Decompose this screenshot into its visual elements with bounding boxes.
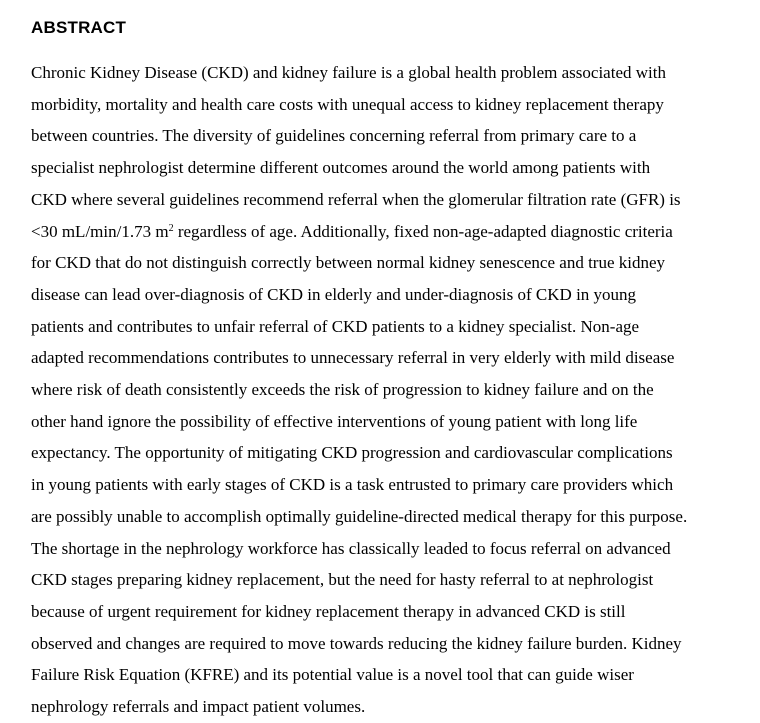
text-line: morbidity, mortality and health care costs with unequal access to kidney replacement therapy [31,94,664,114]
text-line [31,216,751,248]
text-line: Failure Risk Equation (KFRE) and its potential value is a novel tool that can guide wiser [31,665,634,685]
text-line: CKD stages preparing kidney replacement, but the need for hasty referral to at nephrologist [31,570,654,590]
text-line: Chronic Kidney Disease (CKD) and kidney failure is a global health problem associated with [31,63,666,82]
superscript: 2 [168,222,174,234]
abstract-paragraph [31,57,751,723]
text-line: where risk of death consistently exceeds the risk of progression to kidney failure and on the [31,380,654,400]
text-line: because of urgent requirement for kidney replacement therapy in advanced CKD is still [31,601,626,621]
text-line: in young patients with early stages of CKD is a task entrusted to primary care providers which [31,475,674,495]
text-segment: regardless of age. Additionally, fixed non-age-adapted diagnostic criteria [173,221,673,241]
text-line: other hand ignore the possibility of effective interventions of young patient with long life [31,411,638,431]
text-line: patients and contributes to unfair referral of CKD patients to a kidney specialist. Non-age [31,316,640,336]
text-segment: <30 mL/min/1.73 m [31,221,169,241]
text-line: The shortage in the nephrology workforce has classically leaded to focus referral on advanced [31,538,671,558]
text-line: nephrology referrals and impact patient volumes. [31,697,366,717]
text-line: specialist nephrologist determine different outcomes around the world among patients with [31,158,651,178]
text-line: for CKD that do not distinguish correctly between normal kidney senescence and true kidney [31,253,666,273]
text-line: disease can lead over-diagnosis of CKD in elderly and under-diagnosis of CKD in young [31,284,637,304]
text-line: are possibly unable to accomplish optimally guideline-directed medical therapy for this purpose. [31,506,688,526]
text-line: adapted recommendations contributes to unnecessary referral in very elderly with mild disease [31,348,675,368]
text-line: observed and changes are required to move towards reducing the kidney failure burden. Kidney [31,633,682,653]
text-line: between countries. The diversity of guidelines concerning referral from primary care to a [31,126,637,146]
text-line: expectancy. The opportunity of mitigating CKD progression and cardiovascular complications [31,443,673,463]
text-line: CKD where several guidelines recommend referral when the glomerular filtration rate (GFR) is [31,189,681,209]
section-heading: ABSTRACT [31,18,127,37]
